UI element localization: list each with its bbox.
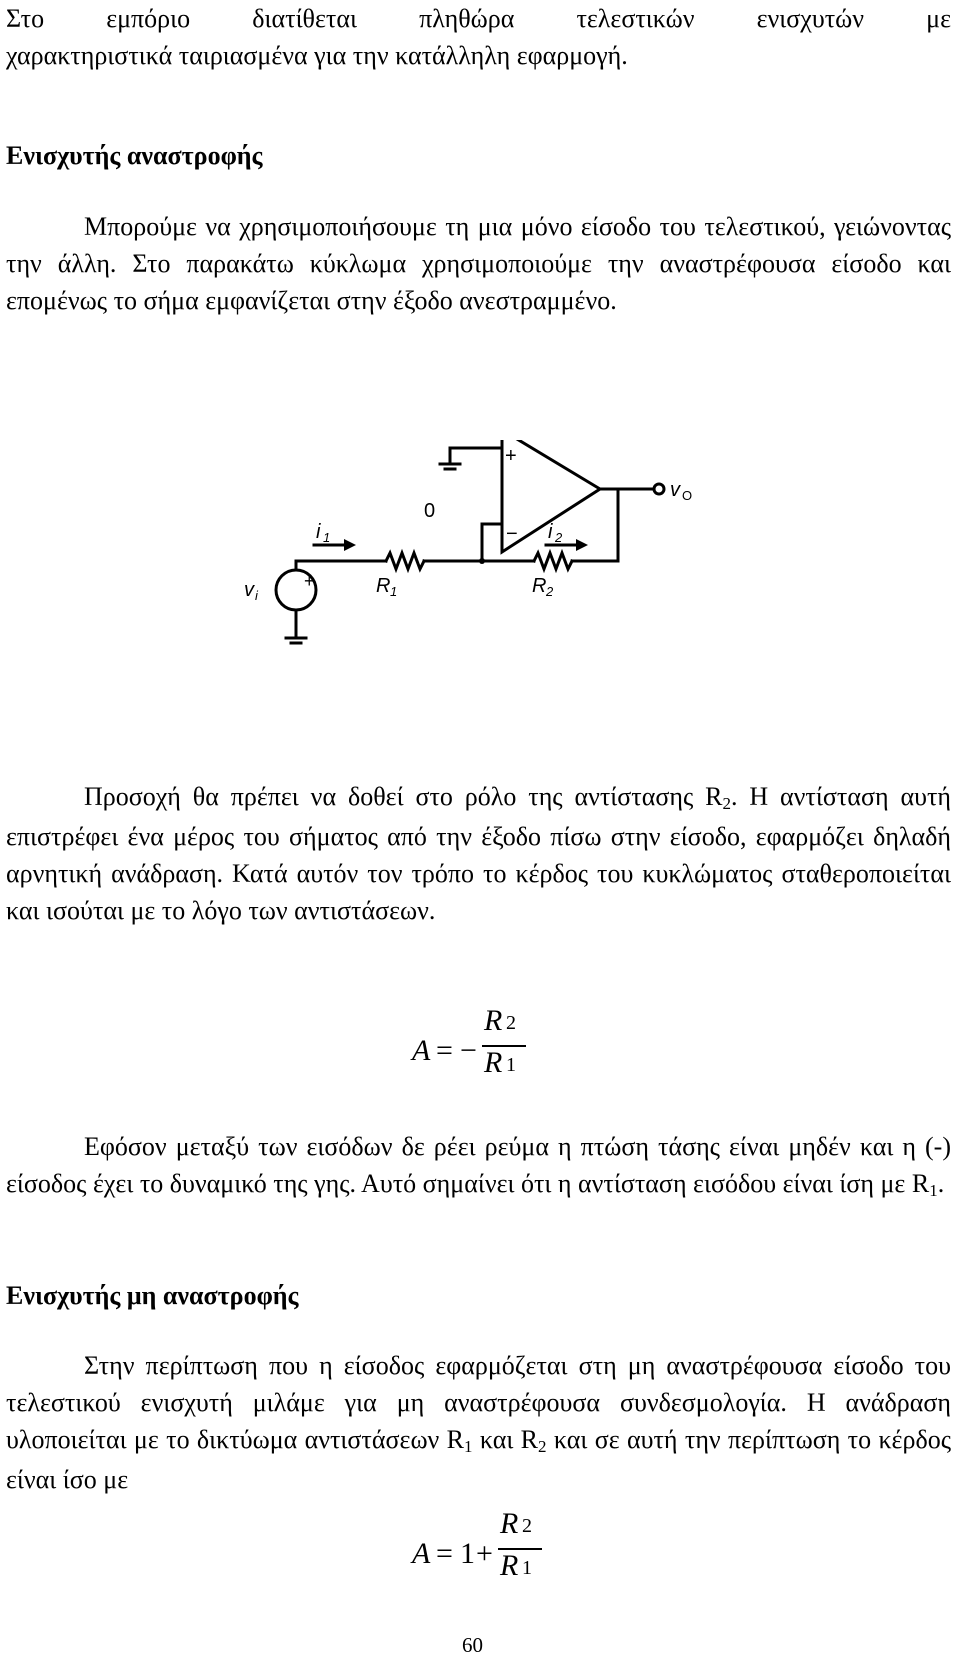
- non-inverting-gain-formula: [412, 1507, 572, 1625]
- inverting-paragraph-3: [6, 1128, 951, 1205]
- nonint-text-a: Στην περίπτωση που η είσοδος εφαρμόζεται στη μη αναστρέφουσα είσοδο του τελεστικού ενισχυτή μιλάμε για μη αναστρέφουσα συνδεσμολογία. Η ανάδραση υλοποιείται με το δικτύωμα αντιστάσεων R: [6, 1351, 951, 1454]
- formula2-numerator: R: [500, 1507, 519, 1540]
- node-zero-label: 0: [424, 500, 436, 522]
- inverting-amplifier-circuit-diagram: [218, 440, 718, 694]
- vo-subscript: O: [682, 488, 693, 503]
- para2-subscript: 2: [722, 794, 732, 813]
- formula-denominator: R: [484, 1046, 503, 1079]
- nonint-subscript-1: 1: [464, 1437, 473, 1456]
- nonint-subscript-2: 2: [538, 1437, 547, 1456]
- i2-label: i: [548, 521, 553, 543]
- r2-subscript: 2: [546, 584, 554, 599]
- non-inverting-paragraph: [6, 1347, 951, 1498]
- heading-non-inverting-amplifier: Ενισχυτής μη αναστροφής: [6, 1281, 299, 1310]
- para2-text-b: . Η αντίσταση αυτή επιστρέφει ένα μέρος του σήματος από την έξοδο πίσω στην είσοδο, εφαρμόζει δηλαδή αρνητική ανάδραση. Κατά αυτόν τον τρόπο το κέρδος του κυκλώματος σταθεροποιείται και ισούται με το λόγο των αντιστάσεων.: [6, 782, 951, 925]
- r1-subscript: 1: [390, 584, 398, 599]
- opamp-plus-label: +: [505, 445, 517, 467]
- heading-inverting-amplifier: Ενισχυτής αναστροφής: [6, 141, 263, 170]
- formula2-denominator-subscript: 1: [522, 1557, 532, 1579]
- formula-denominator-subscript: 1: [506, 1054, 516, 1076]
- inverting-paragraph-1: Μπορούμε να χρησιμοποιήσουμε τη μια μόνο είσοδο του τελεστικού, γειώνοντας την άλλη. Στο παρακάτω κύκλωμα χρησιμοποιούμε την αναστρέφουσα είσοδο και επομένως το σήμα εμφανίζεται στην έξοδο ανεστραμμένο.: [6, 212, 951, 315]
- arrow-i1: [344, 539, 356, 551]
- intro-line-2: χαρακτηριστικά ταιριασμένα για την κατάλληλη εφαρμογή.: [6, 41, 628, 70]
- formula2-plus: +: [476, 1537, 493, 1570]
- formula-equals: =: [436, 1034, 453, 1067]
- opamp-minus-label: −: [506, 523, 518, 545]
- formula2-one: 1: [460, 1537, 475, 1570]
- r1-label: R: [376, 575, 391, 597]
- para2-text-a: Προσοχή θα πρέπει να δοθεί στο ρόλο της αντίστασης R: [84, 782, 723, 811]
- para3-text-a: Εφόσον μεταξύ των εισόδων δε ρέει ρεύμα η πτώση τάσης είναι μηδέν και η (-) είσοδος έχει το δυναμικό της γης. Αυτό σημαίνει ότι η αντίσταση εισόδου είναι ίση με R: [6, 1132, 951, 1198]
- formula2-equals: =: [436, 1537, 453, 1570]
- i2-subscript: 2: [555, 530, 563, 545]
- formula-numerator-subscript: 2: [506, 1012, 516, 1034]
- nonint-text-b: και σε αυτή την περίπτωση το κέρδος είναι ίσο με: [6, 1425, 951, 1494]
- inverting-paragraph-2: [6, 778, 951, 929]
- para3-subscript: 1: [929, 1181, 938, 1200]
- resistor-r2: [534, 553, 572, 569]
- formula-numerator: R: [484, 1004, 503, 1037]
- source-plus-label: +: [304, 571, 315, 591]
- formula-lhs: A: [412, 1034, 431, 1067]
- page-number: 60: [462, 1633, 483, 1657]
- vi-subscript: i: [255, 588, 258, 603]
- node-dot: [479, 558, 485, 564]
- r2-label: R: [532, 575, 547, 597]
- intro-line-1: Στο εμπόριο διατίθεται πληθώρα τελεστικών ενισχυτών με: [6, 4, 951, 33]
- formula2-lhs: A: [412, 1537, 431, 1570]
- nonint-text-mid: και R: [472, 1425, 539, 1454]
- para3-text-b: .: [937, 1169, 945, 1198]
- vi-label: v: [244, 579, 254, 601]
- vo-label: v: [670, 479, 680, 501]
- formula2-denominator: R: [500, 1549, 519, 1582]
- inverting-gain-formula: [412, 1004, 552, 1122]
- formula-minus: −: [460, 1034, 477, 1067]
- output-terminal: [654, 484, 664, 494]
- i1-subscript: 1: [323, 530, 331, 545]
- arrow-i2: [576, 539, 588, 551]
- i1-label: i: [316, 521, 321, 543]
- resistor-r1: [386, 553, 424, 569]
- formula2-numerator-subscript: 2: [522, 1515, 532, 1537]
